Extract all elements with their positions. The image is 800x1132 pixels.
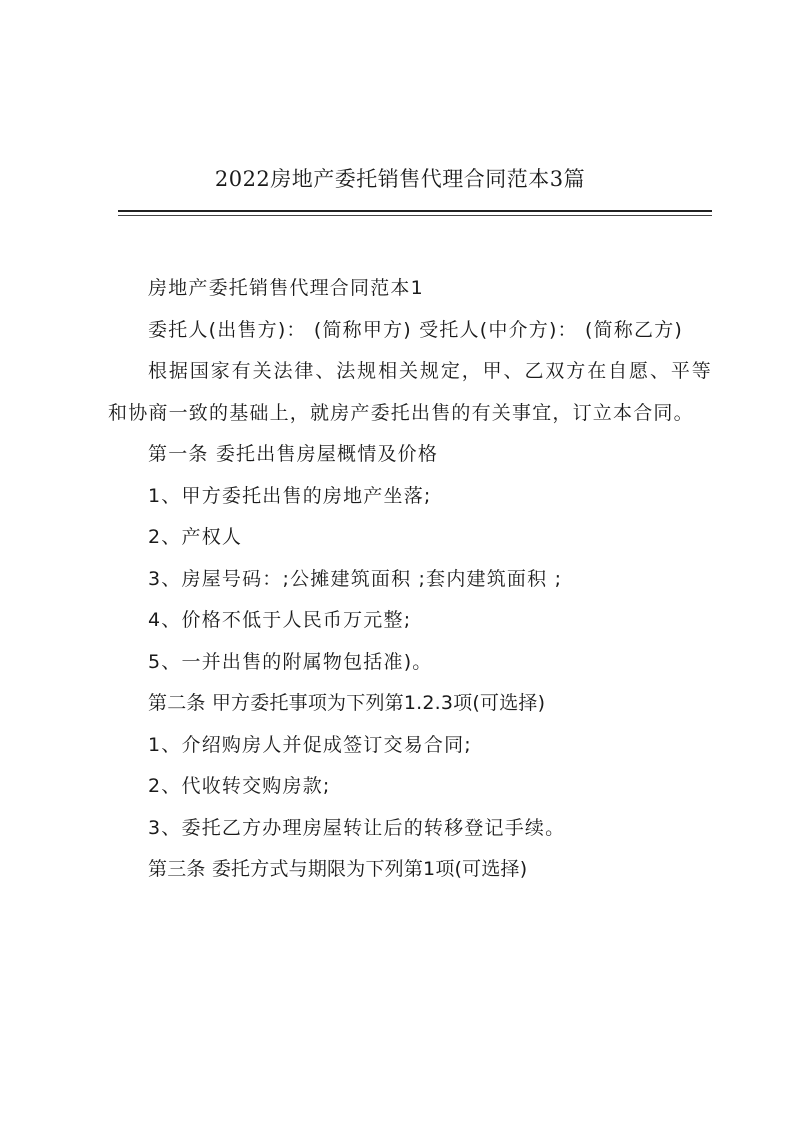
list-item: 3、房屋号码：;公摊建筑面积 ;套内建筑面积 ; xyxy=(148,567,563,590)
section-heading: 房地产委托销售代理合同范本1 xyxy=(148,277,424,299)
page-title: 2022房地产委托销售代理合同范本3篇 xyxy=(214,167,586,191)
list-item: 1、介绍购房人并促成签订交易合同; xyxy=(148,733,472,756)
list-item: 2、代收转交购房款; xyxy=(148,775,331,797)
list-item: 3、委托乙方办理房屋转让后的转移登记手续。 xyxy=(148,816,566,839)
preamble-paragraph: 根据国家有关法律、法规相关规定，甲、乙双方在自愿、平等和协商一致的基础上，就房产委托出售的有关事宜，订立本合同。 xyxy=(108,360,712,424)
article-heading: 第三条 委托方式与期限为下列第1项(可选择) xyxy=(148,858,528,880)
article-heading: 第一条 委托出售房屋概情及价格 xyxy=(148,443,439,465)
parties-paragraph: 委托人(出售方)： (简称甲方) 受托人(中介方)： (简称乙方) xyxy=(148,318,684,341)
list-item: 5、一并出售的附属物包括准)。 xyxy=(148,650,433,673)
list-item: 2、产权人 xyxy=(148,526,243,548)
title-divider-thin xyxy=(118,215,712,216)
article-heading: 第二条 甲方委托事项为下列第1.2.3项(可选择) xyxy=(148,692,546,714)
title-divider-thick xyxy=(118,210,712,212)
list-item: 4、价格不低于人民币万元整; xyxy=(148,609,412,631)
list-item: 1、甲方委托出售的房地产坐落; xyxy=(148,484,432,507)
document-body xyxy=(108,268,712,891)
